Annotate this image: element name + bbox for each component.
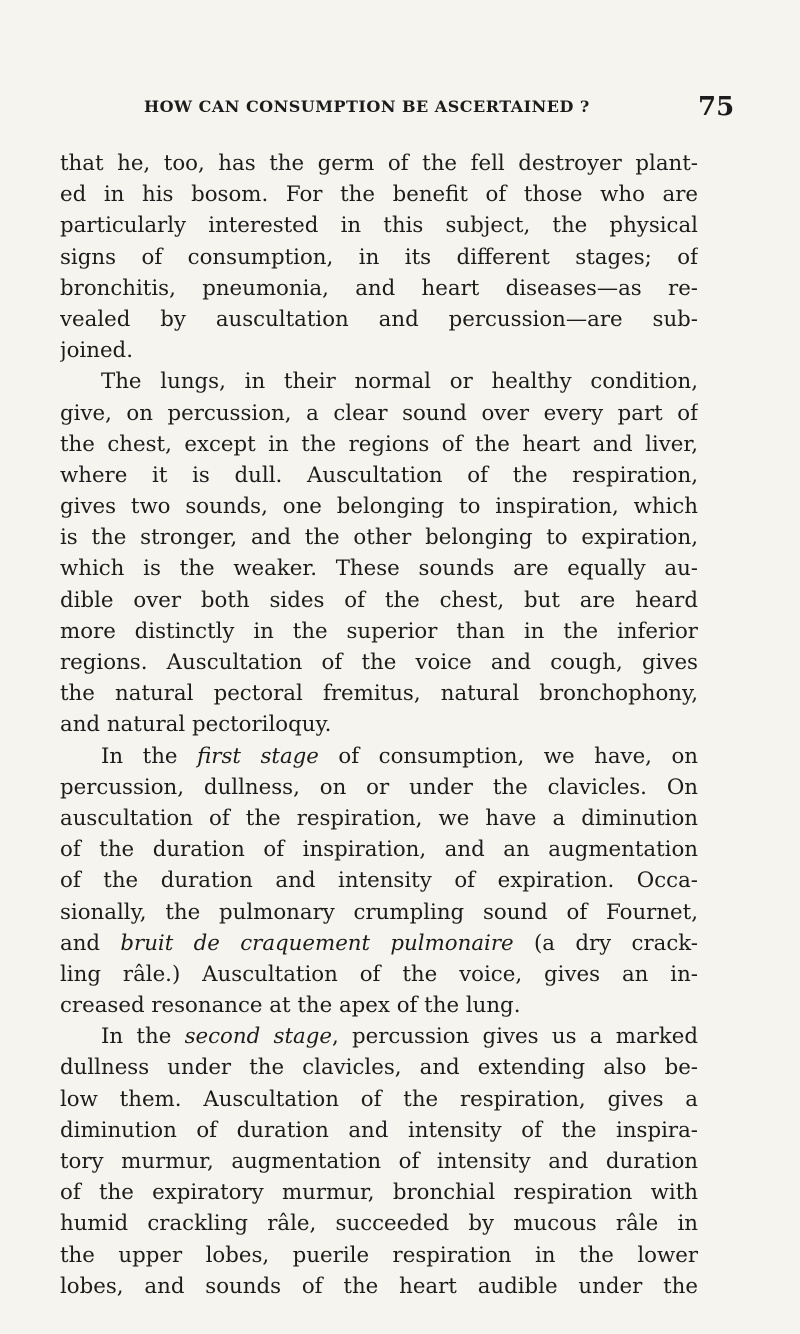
text-line: signs of consumption, in its different stages; of <box>60 244 698 270</box>
running-header <box>144 93 684 123</box>
text-line: humid crackling râle, succeeded by mucous râle in <box>60 1211 698 1237</box>
emphasis-second-stage: second stage <box>184 1024 332 1050</box>
running-title: HOW CAN CONSUMPTION BE ASCERTAINED ? <box>144 97 590 116</box>
text-line: lobes, and sounds of the heart audible under the <box>60 1273 698 1299</box>
text-line: dullness under the clavicles, and extending also be- <box>60 1055 698 1081</box>
text-line: auscultation of the respiration, we have a diminution <box>60 805 698 831</box>
text-line: creased resonance at the apex of the lung. <box>60 993 521 1019</box>
text-line: ed in his bosom. For the benefit of those who are <box>60 182 698 208</box>
text-line: which is the weaker. These sounds are equally au- <box>60 556 698 582</box>
text-line: The lungs, in their normal or healthy condition, <box>101 369 698 395</box>
text-line: In the first stage of consumption, we have, on <box>101 743 698 769</box>
body-text <box>60 148 698 1302</box>
text-line: and bruit de craquement pulmonaire (a dry crack- <box>60 930 698 956</box>
text-line: the natural pectoral fremitus, natural bronchophony, <box>60 681 698 707</box>
text-line: diminution of duration and intensity of the inspira- <box>60 1117 698 1143</box>
text-line: of the duration and intensity of expiration. Occa- <box>60 868 698 894</box>
emphasis-french-term: bruit de craquement pulmonaire <box>120 930 514 956</box>
text-line: regions. Auscultation of the voice and cough, gives <box>60 650 698 675</box>
text-line: tory murmur, augmentation of intensity and duration <box>60 1149 698 1174</box>
text-line: ling râle.) Auscultation of the voice, gives an in- <box>60 961 698 987</box>
text-line: low them. Auscultation of the respiration, gives a <box>60 1086 698 1112</box>
text-line: give, on percussion, a clear sound over every part of <box>60 400 698 426</box>
text-line: and natural pectoriloquy. <box>60 712 332 738</box>
text-line: the upper lobes, puerile respiration in the lower <box>60 1242 698 1268</box>
text-line: dible over both sides of the chest, but are heard <box>60 587 698 613</box>
text-line: sionally, the pulmonary crumpling sound of Fournet, <box>60 899 698 925</box>
text-line: is the stronger, and the other belonging to expiration, <box>60 525 698 551</box>
text-line: that he, too, has the germ of the fell destroyer plant- <box>60 151 698 176</box>
text-line: the chest, except in the regions of the heart and liver, <box>60 431 698 457</box>
text-line: particularly interested in this subject, the physical <box>60 213 698 239</box>
text-line: of the duration of inspiration, and an augmentation <box>60 837 698 863</box>
text-line: where it is dull. Auscultation of the respiration, <box>60 462 698 488</box>
text-line: more distinctly in the superior than in the inferior <box>60 618 698 644</box>
text-line: vealed by auscultation and percussion—are sub- <box>60 306 698 332</box>
text-line: In the second stage, percussion gives us a marked <box>101 1024 698 1050</box>
text-line: joined. <box>60 338 133 364</box>
text-line: of the expiratory murmur, bronchial respiration with <box>60 1180 698 1206</box>
emphasis-first-stage: first stage <box>197 743 319 769</box>
page-number: 75 <box>698 92 735 122</box>
text-line: percussion, dullness, on or under the clavicles. On <box>60 774 698 800</box>
text-line: gives two sounds, one belonging to inspiration, which <box>60 494 698 520</box>
text-line: bronchitis, pneumonia, and heart diseases—as re- <box>60 275 698 301</box>
